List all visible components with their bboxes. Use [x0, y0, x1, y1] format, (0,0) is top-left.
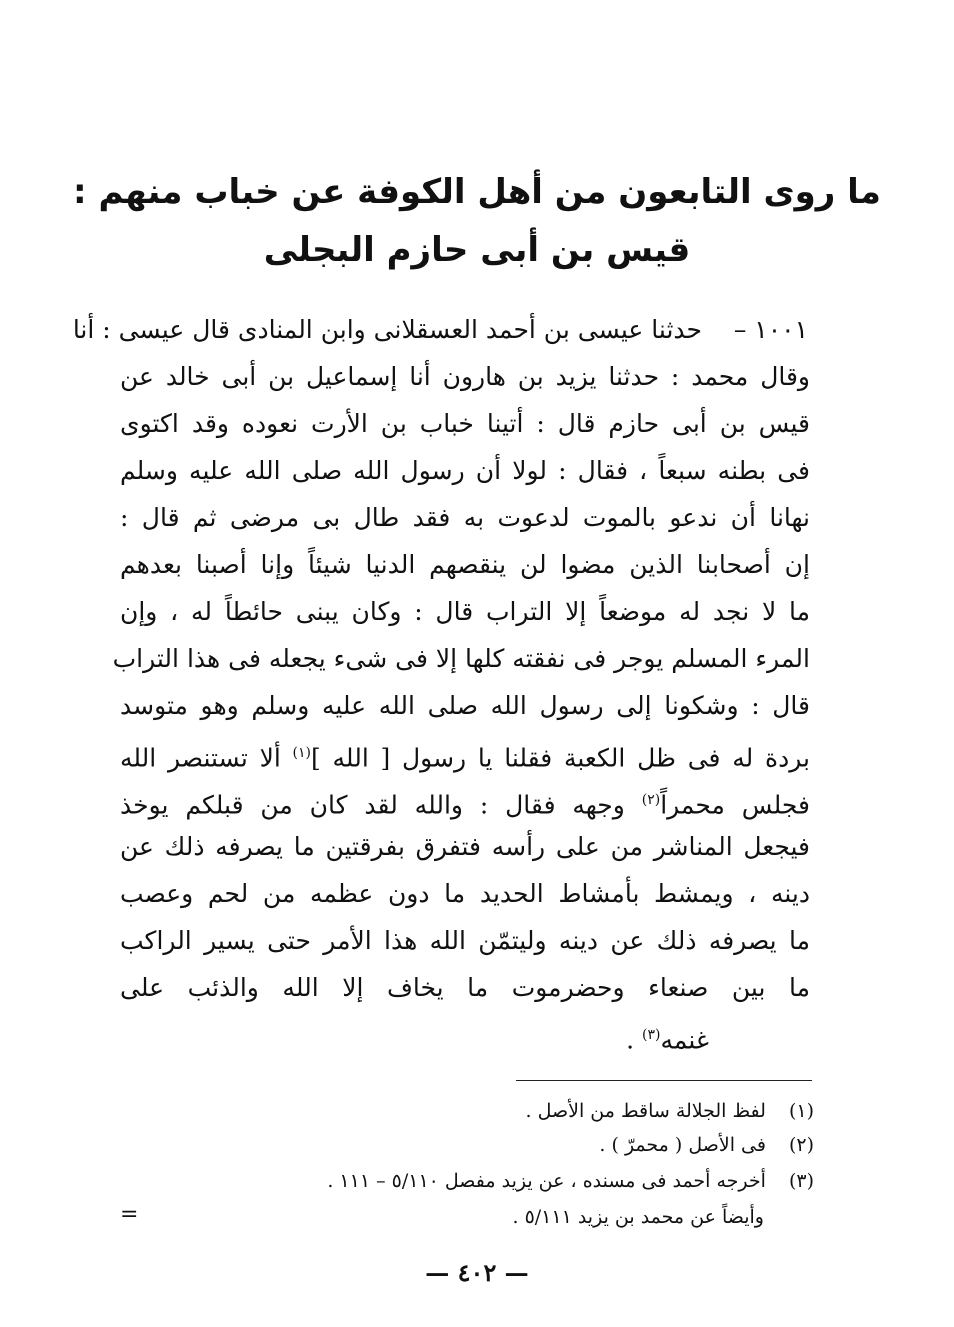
hadith-line: ما يصرفه ذلك عن دينه وليتمّن الله هذا الأمر حتى يسير الراكب	[120, 926, 810, 955]
footnote-separator	[516, 1080, 812, 1081]
hadith-text: غنمه	[660, 1025, 709, 1055]
hadith-line: قال : وشكونا إلى رسول الله صلى الله عليه وسلم وهو متوسد	[120, 691, 810, 720]
hadith-text: بردة له فى ظل الكعبة فقلنا يا رسول [ الله ]	[311, 743, 810, 773]
hadith-line: فى بطنه سبعاً ، فقال : لولا أن رسول الله صلى الله عليه وسلم	[120, 456, 810, 485]
hadith-number: ١٠٠١ –	[733, 315, 808, 344]
footnote-number: (٣)	[788, 1170, 814, 1192]
footnote-text: أخرجه أحمد فى مسنده ، عن يزيد مفصل ٥/١١٠ – ١١١ .	[327, 1170, 766, 1192]
footnote-2	[599, 1130, 814, 1160]
hadith-line: دينه ، ويمشط بأمشاط الحديد ما دون عظمه من لحم وعصب	[120, 879, 810, 908]
hadith-line: المرء المسلم يوجر فى نفقته كلها إلا فى شىء يجعله فى هذا التراب	[112, 644, 810, 673]
hadith-line: وقال محمد : حدثنا يزيد بن هارون أنا إسماعيل بن أبى خالد عن	[120, 362, 810, 391]
footnote-number: (٢)	[788, 1134, 814, 1156]
hadith-line-last	[119, 1015, 709, 1055]
hadith-text: ألا تستنصر الله	[120, 743, 281, 773]
hadith-line: نهانا أن ندعو بالموت لدعوت به فقد طال بى مرضى ثم قال :	[120, 503, 810, 532]
continuation-mark: =	[120, 1202, 139, 1227]
hadith-line: قيس بن أبى حازم قال : أتينا خباب بن الأرت نعوده وقد اكتوى	[120, 409, 810, 438]
page-number: — ٤٠٢ —	[425, 1258, 529, 1287]
footnote-ref-1[interactable]: (١)	[292, 745, 312, 761]
footnote-3	[327, 1166, 814, 1196]
hadith-text: فجلس محمراً	[660, 790, 811, 820]
hadith-text: .	[626, 1025, 643, 1055]
section-subheading: قيس بن أبى حازم البجلى	[263, 230, 691, 270]
hadith-line: ما لا نجد له موضعاً إلا التراب قال : وكان يبنى حائطاً له ، وإن	[120, 597, 810, 626]
footnote-1	[526, 1096, 814, 1126]
hadith-text: وجهه فقال : والله لقد كان من قبلكم يوخذ	[120, 790, 625, 820]
footnote-number: (١)	[788, 1100, 814, 1122]
hadith-line: حدثنا عيسى بن أحمد العسقلانى وابن المنادى قال عيسى : أنا	[72, 315, 702, 344]
section-heading: ما روى التابعون من أهل الكوفة عن خباب منهم :	[73, 172, 881, 212]
hadith-line	[120, 733, 810, 773]
hadith-line	[120, 780, 810, 820]
footnote-text: لفظ الجلالة ساقط من الأصل .	[525, 1100, 766, 1122]
hadith-line: إن أصحابنا الذين مضوا لن ينقصهم الدنيا شيئاً وإنا أصبنا بعدهم	[120, 550, 810, 579]
footnote-ref-2[interactable]: (٢)	[641, 792, 661, 808]
hadith-line: فيجعل المناشر من على رأسه فتفرق بفرقتين ما يصرفه ذلك عن	[120, 832, 810, 861]
footnote-3-continued: وأيضاً عن محمد بن يزيد ٥/١١١ .	[512, 1206, 764, 1228]
footnote-ref-3[interactable]: (٣)	[642, 1027, 661, 1043]
footnote-text: فى الأصل ( محمرّ ) .	[599, 1134, 766, 1156]
hadith-line: ما بين صنعاء وحضرموت ما يخاف إلا الله والذئب على	[120, 973, 810, 1002]
